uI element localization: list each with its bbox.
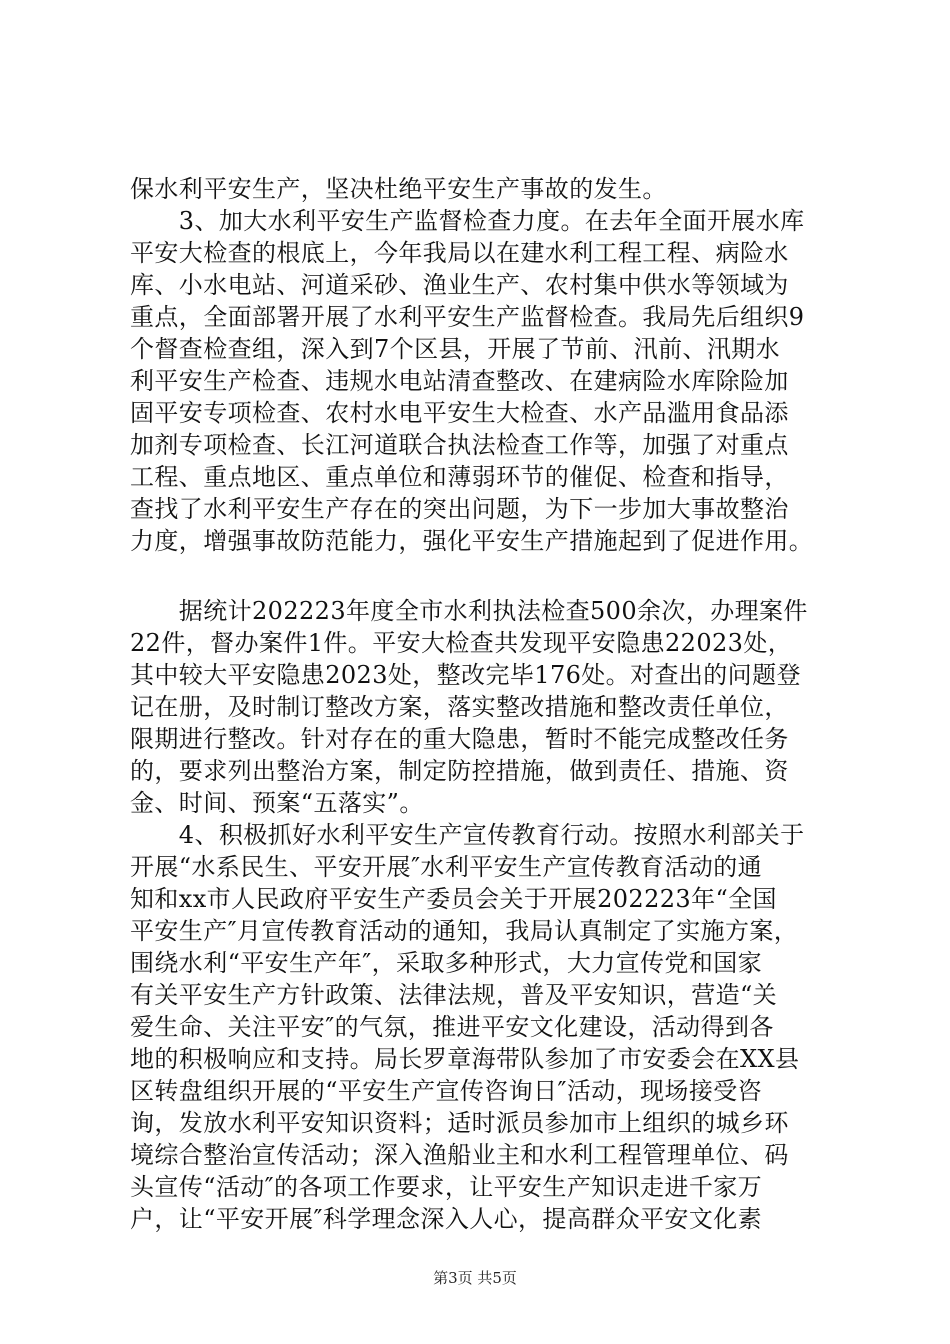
body-text (130, 173, 840, 1235)
text-line: 爱生命、关注平安″的气氛，推进平安文化建设，活动得到各 (130, 1013, 774, 1041)
text-line: 开展“水系民生、平安开展″水利平安生产宣传教育活动的通 (130, 853, 763, 881)
text-line: 金、时间、预案“五落实”。 (130, 789, 424, 817)
text-line: 地的积极响应和支持。局长罗章海带队参加了市安委会在XX县 (130, 1045, 800, 1073)
text-line: 查找了水利平安生产存在的突出问题，为下一步加大事故整治 (130, 495, 789, 523)
paragraph-block-1 (130, 173, 840, 557)
text-line: 库、小水电站、河道采砂、渔业生产、农村集中供水等领域为 (130, 271, 789, 299)
text-line: 固平安专项检查、农村水电平安生大检查、水产品滥用食品添 (130, 399, 789, 427)
text-line: 户，让“平安开展″科学理念深入人心，提高群众平安文化素 (130, 1205, 763, 1233)
text-line: 据统计202223年度全市水利执法检查500余次，办理案件 (130, 597, 808, 625)
text-line: 围绕水利“平安生产年″，采取多种形式，大力宣传党和国家 (130, 949, 763, 977)
text-line: 4、积极抓好水利平安生产宣传教育行动。按照水利部关于 (130, 821, 805, 849)
text-line: 工程、重点地区、重点单位和薄弱环节的催促、检查和指导， (130, 463, 789, 491)
page-number-footer: 第3页 共5页 (433, 1269, 517, 1287)
text-line: 知和xx市人民政府平安生产委员会关于开展202223年“全国 (130, 885, 777, 913)
paragraph-block-2 (130, 595, 840, 1235)
text-line: 其中较大平安隐患2023处，整改完毕176处。对查出的问题登 (130, 661, 801, 689)
text-line: 利平安生产检查、违规水电站清查整改、在建病险水库除险加 (130, 367, 789, 395)
text-line: 有关平安生产方针政策、法律法规，普及平安知识，营造“关 (130, 981, 778, 1009)
text-line: 平安大检查的根底上，今年我局以在建水利工程工程、病险水 (130, 239, 789, 267)
text-line: 个督查检查组，深入到7个区县，开展了节前、汛前、汛期水 (130, 335, 781, 363)
text-line: 重点，全面部署开展了水利平安生产监督检查。我局先后组织9 (130, 303, 805, 331)
text-line: 记在册，及时制订整改方案，落实整改措施和整改责任单位， (130, 693, 789, 721)
text-line: 头宣传“活动″的各项工作要求，让平安生产知识走进千家万 (130, 1173, 763, 1201)
text-line: 力度，增强事故防范能力，强化平安生产措施起到了促进作用。 (130, 527, 814, 555)
text-line: 加剂专项检查、长江河道联合执法检查工作等，加强了对重点 (130, 431, 789, 459)
paragraph-gap (130, 557, 840, 595)
text-line: 3、加大水利平安生产监督检查力度。在去年全面开展水库 (130, 207, 805, 235)
text-line: 22件，督办案件1件。平安大检查共发现平安隐患22023处， (130, 629, 793, 657)
text-line: 平安生产″月宣传教育活动的通知，我局认真制定了实施方案， (130, 917, 799, 945)
text-line: 询，发放水利平安知识资料；适时派员参加市上组织的城乡环 (130, 1109, 789, 1137)
text-line: 限期进行整改。针对存在的重大隐患，暂时不能完成整改任务 (130, 725, 789, 753)
text-line: 保水利平安生产，坚决杜绝平安生产事故的发生。 (130, 175, 667, 203)
text-line: 区转盘组织开展的“平安生产宣传咨询日″活动，现场接受咨 (130, 1077, 763, 1105)
text-line: 境综合整治宣传活动；深入渔船业主和水利工程管理单位、码 (130, 1141, 789, 1169)
text-line: 的，要求列出整治方案，制定防控措施，做到责任、措施、资 (130, 757, 789, 785)
